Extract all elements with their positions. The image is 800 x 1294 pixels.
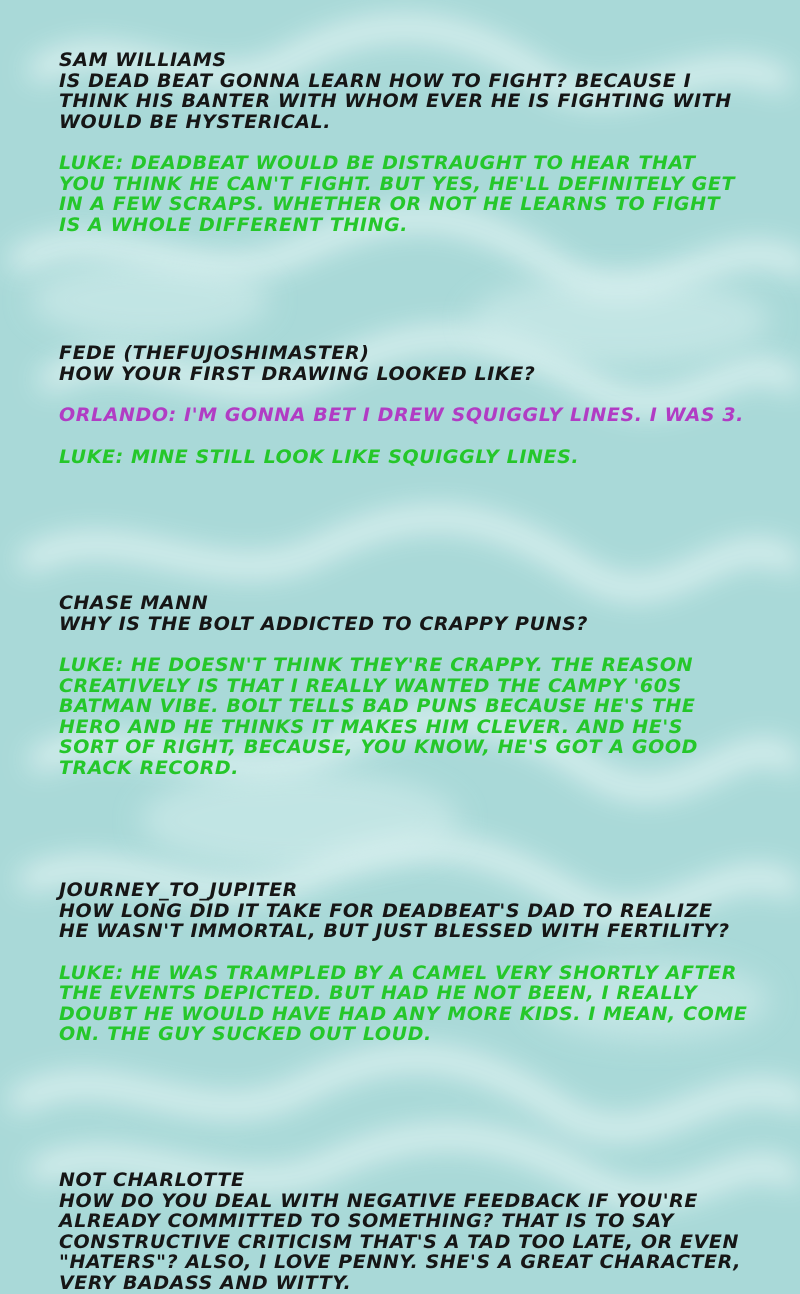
answer-orlando: ORLANDO: I'M GONNA BET I DREW SQUIGGLY LINES. I WAS 3. xyxy=(59,404,745,426)
question-text: IS DEAD BEAT GONNA LEARN HOW TO FIGHT? BECAUSE I THINK HIS BANTER WITH WHOM EVER HE IS FIGHTING WITH WOULD BE HYSTERICAL. xyxy=(59,69,732,133)
asker-name: CHASE MANN xyxy=(59,592,209,614)
asker-name: SAM WILLIAMS xyxy=(59,49,227,71)
qa-item xyxy=(59,50,749,235)
asker-name: JOURNEY_TO_JUPITER xyxy=(59,879,298,901)
question-text: HOW DO YOU DEAL WITH NEGATIVE FEEDBACK IF YOU'RE ALREADY COMMITTED TO SOMETHING? THAT IS TO SAY CONSTRUCTIVE CRITICISM THAT'S A TAD TOO LATE, OR EVEN "HATERS"? ALSO, I LOVE PENNY. SHE'S A GREAT CHARACTER, VERY BADASS AND WITTY. xyxy=(59,1189,742,1294)
answer-luke: LUKE: DEADBEAT WOULD BE DISTRAUGHT TO HEAR THAT YOU THINK HE CAN'T FIGHT. BUT YES, HE'LL DEFINITELY GET IN A FEW SCRAPS. WHETHER OR NOT HE LEARNS TO FIGHT IS A WHOLE DIFFERENT THING. xyxy=(59,152,736,236)
qa-item xyxy=(59,1170,749,1293)
asker-name: FEDE (THEFUJOSHIMASTER) xyxy=(59,342,370,364)
qa-item xyxy=(59,343,749,467)
question-text: HOW YOUR FIRST DRAWING LOOKED LIKE? xyxy=(59,362,536,385)
answer-luke: LUKE: MINE STILL LOOK LIKE SQUIGGLY LINES. xyxy=(59,445,580,468)
answer-luke: LUKE: HE DOESN'T THINK THEY'RE CRAPPY. THE REASON CREATIVELY IS THAT I REALLY WANTED THE CAMPY '60S BATMAN VIBE. BOLT TELLS BAD PUNS BECAUSE HE'S THE HERO AND HE THINKS IT MAKES HIM CLEVER. AND HE'S SORT OF RIGHT, BECAUSE, YOU KNOW, HE'S GOT A GOOD TRACK RECORD. xyxy=(59,654,698,779)
qa-item xyxy=(59,593,749,778)
question-text: WHY IS THE BOLT ADDICTED TO CRAPPY PUNS? xyxy=(59,612,589,635)
asker-name: NOT CHARLOTTE xyxy=(59,1169,245,1191)
question-text: HOW LONG DID IT TAKE FOR DEADBEAT'S DAD TO REALIZE HE WASN'T IMMORTAL, BUT JUST BLESSED WITH FERTILITY? xyxy=(59,899,730,942)
answer-luke: LUKE: HE WAS TRAMPLED BY A CAMEL VERY SHORTLY AFTER THE EVENTS DEPICTED. BUT HAD HE NOT BEEN, I REALLY DOUBT HE WOULD HAVE HAD ANY MORE KIDS. I MEAN, COME ON. THE GUY SUCKED OUT LOUD. xyxy=(59,961,748,1045)
qa-item xyxy=(59,880,749,1045)
